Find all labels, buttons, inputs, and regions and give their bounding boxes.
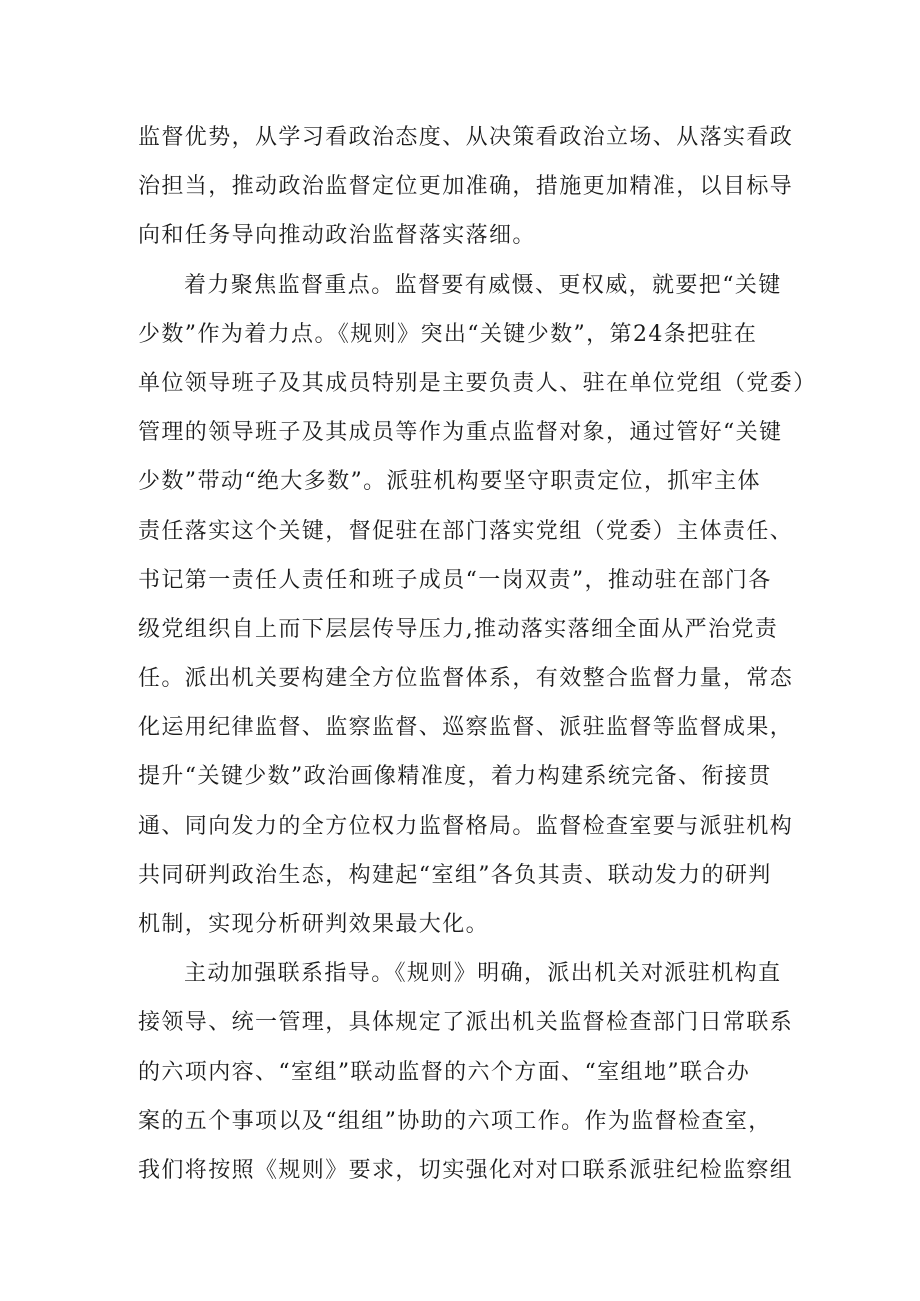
text-line: 治担当，推动政治监督定位更加准确，措施更加精准，以目标导 (138, 174, 794, 200)
text-line: 向和任务导向推动政治监督落实落细。 (138, 223, 536, 249)
text-line: 级党组织自上而下层层传导压力,推动落实落细全面从严治党责 (138, 616, 779, 642)
text-line: 的六项内容、“室组”联动监督的六个方面、“室组地”联合办 (138, 1059, 751, 1085)
text-line: 管理的领导班子及其成员等作为重点监督对象，通过管好“关键 (138, 420, 783, 446)
body-text (138, 113, 817, 1195)
text-line: 机制，实现分析研判效果最大化。 (138, 912, 490, 937)
text-line: 少数”作为着力点。《规则》突出“关键少数”，第24条把驻在 (138, 321, 758, 347)
text-line: 案的五个事项以及“组组”协助的六项工作。作为监督检查室， (138, 1108, 772, 1134)
text-line: 监督优势，从学习看政治态度、从决策看政治立场、从落实看政 (138, 125, 794, 150)
text-line: 通、同向发力的全方位权力监督格局。监督检查室要与派驻机构 (138, 813, 794, 839)
text-line: 责任落实这个关键，督促驻在部门落实党组（党委）主体责任、 (138, 518, 794, 544)
text-line: 提升“关键少数”政治画像精准度，着力构建系统完备、衔接贯 (138, 764, 772, 790)
text-line: 化运用纪律监督、监察监督、巡察监督、派驻监督等监督成果， (138, 715, 794, 741)
text-line: 任。派出机关要构建全方位监督体系，有效整合监督力量，常态 (138, 666, 794, 692)
text-line: 接领导、统一管理，具体规定了派出机关监督检查部门日常联系 (138, 1010, 794, 1036)
text-line: 共同研判政治生态，构建起“室组”各负其责、联动发力的研判 (138, 862, 772, 888)
text-line: 少数”带动“绝大多数”。派驻机构要坚守职责定位，抓牢主体 (138, 469, 761, 495)
text-line: 主动加强联系指导。《规则》明确，派出机关对派驻机构直 (184, 961, 782, 987)
text-line: 书记第一责任人责任和班子成员“一岗双责”，推动驻在部门各 (138, 567, 772, 593)
text-line: 我们将按照《规则》要求，切实强化对对口联系派驻纪检监察组 (138, 1157, 794, 1183)
text-line: 单位领导班子及其成员特别是主要负责人、驻在单位党组（党委） (138, 370, 817, 396)
text-line: 着力聚焦监督重点。监督要有威慑、更权威，就要把“关键 (184, 272, 782, 298)
